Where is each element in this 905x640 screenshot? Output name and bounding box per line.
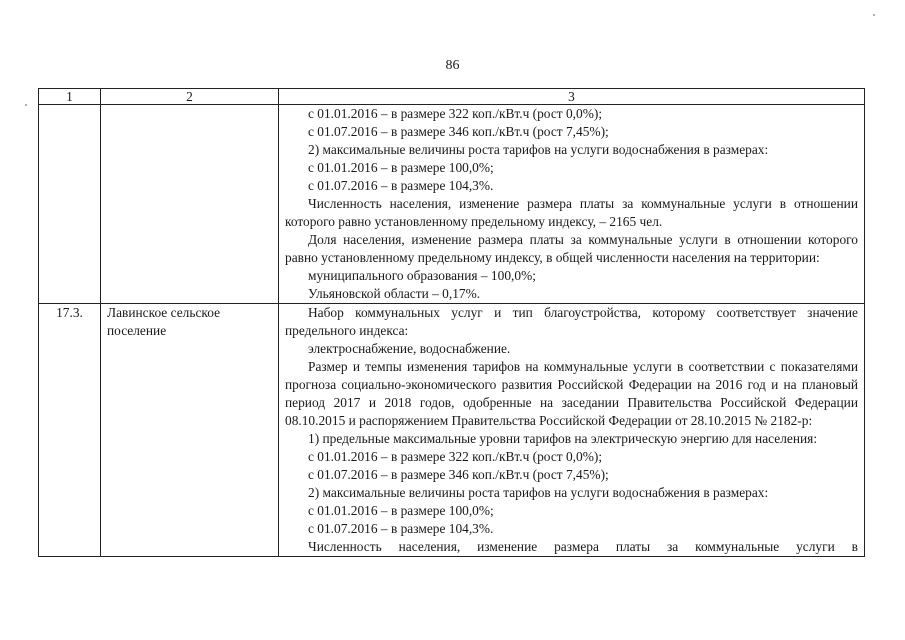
paragraph: Доля населения, изменение размера платы за коммунальные услуги в отношении которого равно установленному предельному индексу, в общей численности населения на территории:: [285, 232, 858, 265]
list-line: с 01.01.2016 – в размере 100,0%;: [308, 503, 494, 518]
content-cell: [279, 105, 865, 304]
scan-speck: [25, 104, 27, 106]
list-line: с 01.07.2016 – в размере 104,3%.: [308, 521, 494, 536]
list-line: с 01.01.2016 – в размере 322 коп./кВт.ч (рост 0,0%);: [308, 106, 603, 121]
list-line: электроснабжение, водоснабжение.: [308, 341, 511, 356]
paragraph: 2) максимальные величины роста тарифов на услуги водоснабжения в размерах:: [308, 142, 769, 157]
list-line: с 01.01.2016 – в размере 322 коп./кВт.ч (рост 0,0%);: [308, 449, 603, 464]
content-cell: [279, 304, 865, 557]
list-line: муниципального образования – 100,0%;: [308, 268, 536, 283]
row-number-cell: [39, 105, 101, 304]
document-table: [38, 88, 865, 557]
list-line: с 01.01.2016 – в размере 100,0%;: [308, 160, 494, 175]
row-number-cell: 17.3.: [39, 304, 101, 557]
paragraph: 2) максимальные величины роста тарифов на услуги водоснабжения в размерах:: [308, 485, 769, 500]
table-row: [39, 304, 865, 557]
settlement-name-cell: [101, 105, 279, 304]
paragraph: 1) предельные максимальные уровни тарифов на электрическую энергию для населения:: [308, 431, 818, 446]
table-row: [39, 105, 865, 304]
paragraph: Численность населения, изменение размера платы за коммунальные услуги в: [308, 539, 858, 554]
list-line: с 01.07.2016 – в размере 104,3%.: [308, 178, 494, 193]
column-header-2: 2: [101, 89, 279, 105]
column-header-3: 3: [279, 89, 865, 105]
table-header-row: [39, 89, 865, 105]
paragraph: Размер и темпы изменения тарифов на коммунальные услуги в соответствии с показателями прогноза социально-экономического развития Российской Федерации на 2016 год и на плановый период 2017 и 2018 годов, одобренные на заседании Правительства Российской Федерации 08.10.2015 и распоряжением Правительства Российской Федерации от 28.10.2015 № 2182-р:: [285, 359, 858, 428]
settlement-name-cell: Лавинское сельское поселение: [101, 304, 279, 557]
page-number: 86: [445, 58, 460, 73]
column-header-1: 1: [39, 89, 101, 105]
scan-speck: [873, 14, 875, 16]
list-line: Ульяновской области – 0,17%.: [308, 286, 481, 301]
paragraph: Численность населения, изменение размера платы за коммунальные услуги в отношении которого равно установленному предельному индексу, – 2165 чел.: [285, 196, 858, 229]
list-line: с 01.07.2016 – в размере 346 коп./кВт.ч (рост 7,45%);: [308, 467, 609, 482]
paragraph: Набор коммунальных услуг и тип благоустройства, которому соответствует значение предельного индекса:: [285, 305, 858, 338]
list-line: с 01.07.2016 – в размере 346 коп./кВт.ч (рост 7,45%);: [308, 124, 609, 139]
